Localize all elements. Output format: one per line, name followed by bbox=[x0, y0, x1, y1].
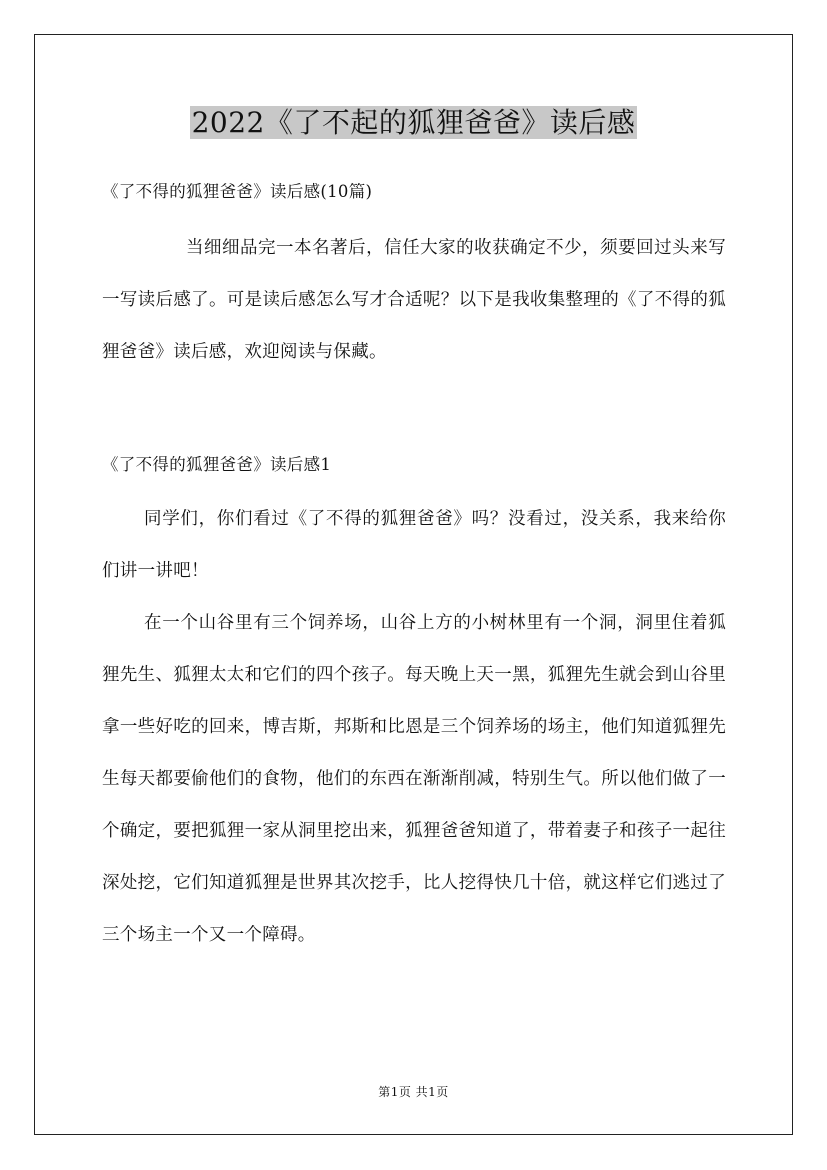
document-title bbox=[0, 103, 827, 143]
body-paragraph: 同学们，你们看过《了不得的狐狸爸爸》吗？没看过，没关系，我来给你们讲一讲吧！ bbox=[102, 509, 726, 581]
section-heading: 《了不得的狐狸爸爸》读后感1 bbox=[102, 455, 332, 474]
body-paragraph: 在一个山谷里有三个饲养场，山谷上方的小树林里有一个洞，洞里住着狐狸先生、狐狸太太和它们的四个孩子。每天晚上天一黑，狐狸先生就会到山谷里拿一些好吃的回来，博吉斯，邦斯和比恩是三个饲养场的场主，他们知道狐狸先生每天都要偷他们的食物，他们的东西在渐渐削减，特别生气。所以他们做了一个确定，要把狐狸一家从洞里挖出来，狐狸爸爸知道了，带着妻子和孩子一起往深处挖，它们知道狐狸是世界其次挖手，比人挖得快几十倍，就这样它们逃过了三个场主一个又一个障碍。 bbox=[102, 613, 726, 945]
document-subtitle: 《了不得的狐狸爸爸》读后感(10篇) bbox=[102, 182, 373, 201]
page-footer: 第1页 共1页 bbox=[378, 1085, 449, 1099]
title-text: 2022《了不起的狐狸爸爸》读后感 bbox=[191, 106, 636, 139]
intro-paragraph: 当细细品完一本名著后，信任大家的收获确定不少，须要回过头来写一写读后感了。可是读后感怎么写才合适呢？以下是我收集整理的《了不得的狐狸爸爸》读后感，欢迎阅读与保藏。 bbox=[102, 238, 726, 362]
section-body bbox=[102, 493, 726, 961]
